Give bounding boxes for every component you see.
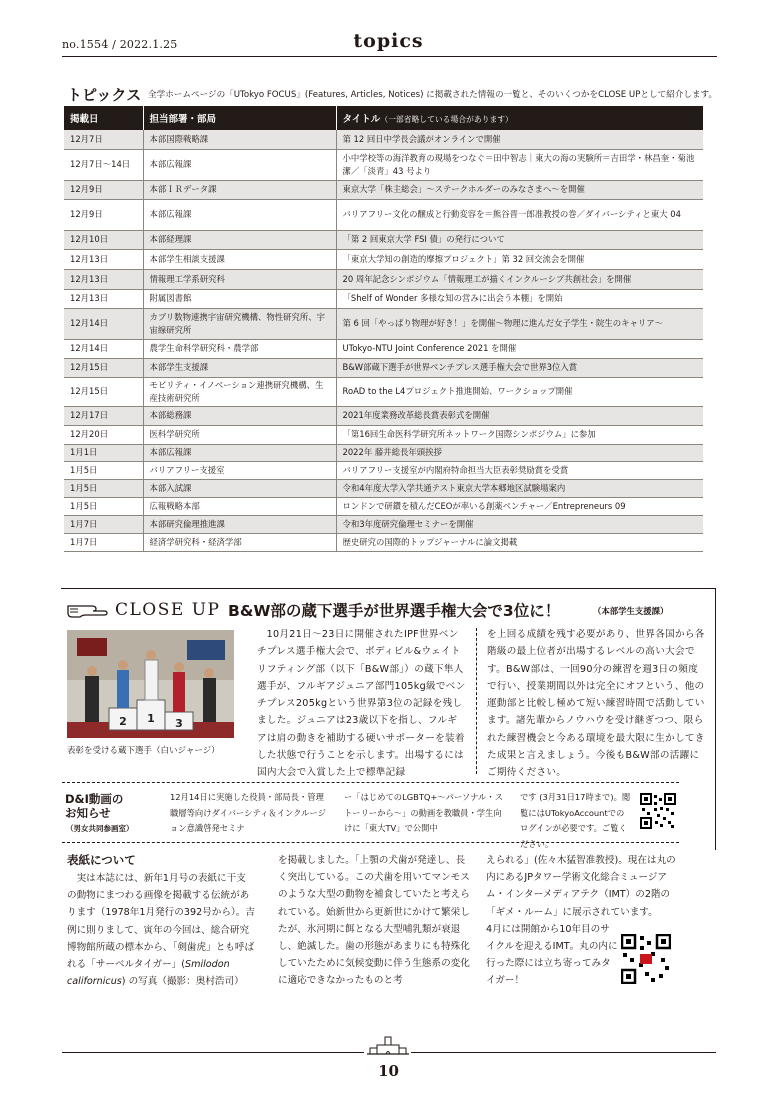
table-row [64, 289, 703, 308]
column-divider [476, 628, 477, 774]
cover-body-1-text: 実は本誌には、新年1月号の表紙に干支の動物にまつわる画像を掲載する伝統があります（1978年1月発行の392号から）。吉例に則りまして、寅年の今回は、総合研究博物館所蔵の標本から、「剣歯虎」とも呼ばれる「サーベルタイガー」( [67, 873, 255, 971]
row-date: 1月7日 [64, 515, 143, 533]
row-title: 「Shelf of Wonder 多様な知の営みに出会う本棚」を開始 [336, 289, 703, 308]
topics-heading: トピックス [67, 86, 142, 104]
row-dept: モビリティ・イノベーション連携研究機構、生産技術研究所 [143, 377, 336, 406]
row-dept: 本部広報課 [143, 444, 336, 461]
di-body-3: です (3月31日17時まで)。閲覧にはUTokyoAccountでのログインが必要です。ご覧ください。 [520, 792, 631, 849]
table-row [64, 497, 703, 515]
row-dept: 医科学研究所 [143, 425, 336, 444]
row-dept: 本部広報課 [143, 199, 336, 230]
row-title: B&W部蔵下選手が世界ベンチプレス選手権大会で世界3位入賞 [336, 358, 703, 377]
topics-table-header [64, 106, 703, 130]
table-row [64, 406, 703, 425]
table-row [64, 339, 703, 358]
row-date: 1月5日 [64, 497, 143, 515]
row-date: 12月14日 [64, 308, 143, 339]
header-title [336, 106, 703, 130]
row-date: 1月5日 [64, 479, 143, 497]
table-row [64, 377, 703, 406]
cover-body-2: を掲載しました。「上顎の犬歯が発達し、長く突出している。この犬歯を用いてマンモスのような大型の動物を補食していたと考えられている。始新世から更新世にかけて繁栄したが、氷河期に餌となる大型哺乳類が衰退し、絶滅した。歯の形態があまりにも特殊化していたために気候変動に伴う生態系の変化に適応できなかったものと考 [278, 855, 470, 987]
table-row [64, 249, 703, 269]
topics-table [64, 106, 704, 552]
row-dept: 広報戦略本部 [143, 497, 336, 515]
row-title: 「東京大学知の創造的摩擦プロジェクト」第 32 回交流会を開催 [336, 249, 703, 269]
row-title: バリアフリー文化の醸成と行動変容を＝熊谷晋一郎准教授の巻／ダイバーシティと東大 04 [336, 199, 703, 230]
row-dept: 本部総務課 [143, 406, 336, 425]
table-row [64, 180, 703, 199]
row-date: 12月13日 [64, 249, 143, 269]
header-title-label: タイトル [342, 114, 381, 125]
di-body-1: 12月14日に実施した役員・部局長・管理職層等向けダイバーシティ＆インクルージョン意識啓発セミナ [170, 792, 326, 833]
cover-body-1 [67, 870, 255, 990]
row-title: 令和4年度大学入学共通テスト東京大学本郷地区試験場案内 [336, 479, 703, 497]
yasuda-auditorium-icon [367, 1036, 409, 1058]
award-photo [67, 630, 234, 738]
row-title: 「第 2 回東京大学 FSI 債」の発行について [336, 230, 703, 249]
closeup-label: CLOSE UP [115, 600, 221, 620]
row-date: 12月10日 [64, 230, 143, 249]
row-date: 12月15日 [64, 358, 143, 377]
section-title: topics [353, 30, 424, 52]
closeup-dept: （本部学生支援課） [593, 606, 669, 616]
podium-first: 1 [147, 712, 155, 725]
dashed-separator-2 [62, 842, 679, 843]
closeup-body-2: を上回る成績を残す必要があり、世界各国から各階級の最上位者が出場するレベルの高い大会です。B&W部は、一回90分の練習を週3日の頻度で行い、授業期間以外は完全にオフという、他の運動部と比較し極めて短い練習時間で活動しています。諸先輩からノウハウを受け継ぎつつ、限られた練習機会と今ある環境を最大限に生かしてきた成果と言えましょう。今後もB&W部の活躍にご期待ください。 [487, 629, 705, 779]
row-title: 2022年 藤井総長年頭挨拶 [336, 444, 703, 461]
di-dept: （男女共同参画室） [66, 824, 134, 833]
row-title: 20 周年記念シンポジウム「情報理工が描くインクルーシブ共創社会」を開催 [336, 269, 703, 289]
row-date: 12月9日 [64, 180, 143, 199]
table-row [64, 479, 703, 497]
row-date: 12月14日 [64, 339, 143, 358]
row-title: UTokyo-NTU Joint Conference 2021 を開催 [336, 339, 703, 358]
row-dept: カブリ数物連携宇宙研究機構、物性研究所、宇宙線研究所 [143, 308, 336, 339]
row-dept: 本部経理課 [143, 230, 336, 249]
qr-code-icon[interactable] [621, 934, 671, 984]
row-dept: 農学生命科学研究科・農学部 [143, 339, 336, 358]
podium-illustration [67, 630, 234, 738]
header-dept: 担当部署・部局 [143, 106, 336, 130]
row-date: 12月7日～14日 [64, 149, 143, 180]
cover-body-1-species: Smilodon californicus [67, 959, 230, 988]
row-dept: 本部ＩＲデータ課 [143, 180, 336, 199]
footer-rule-right [411, 1052, 716, 1053]
table-row [64, 130, 703, 149]
table-row [64, 533, 703, 551]
row-title: 第 6 回「やっぱり物理が好き！」を開催～物理に進んだ女子学生・院生のキャリア～ [336, 308, 703, 339]
row-title: ロンドンで研鑽を積んだCEOが率いる創薬ベンチャー／Entrepreneurs 09 [336, 497, 703, 515]
row-title: 2021年度業務改革総長賞表彰式を開催 [336, 406, 703, 425]
footer-rule-left [62, 1052, 364, 1053]
row-title: バリアフリー支援室が内閣府特命担当大臣表彰奨励賞を受賞 [336, 461, 703, 479]
row-dept: 本部学生支援課 [143, 358, 336, 377]
topics-description: 全学ホームページの「UTokyo FOCUS」(Features, Articles, Notices) に掲載された情報の一覧と、そのいくつかをCLOSE UPとして紹介します。 [148, 90, 718, 100]
cover-body-3a: えられる」(佐々木猛智准教授)。現在は丸の内にあるJPタワー学術文化総合ミュージアム・インターメディアテク（IMT）の2階の「ギメ・ルーム」に展示されています。 [486, 855, 676, 918]
row-dept: 本部学生相談支援課 [143, 249, 336, 269]
row-title: 「第16回生命医科学研究所ネットワーク国際シンポジウム」に参加 [336, 425, 703, 444]
row-title: RoAD to the L4プロジェクト推進開始、ワークショップ開催 [336, 377, 703, 406]
row-date: 1月5日 [64, 461, 143, 479]
row-date: 12月13日 [64, 289, 143, 308]
row-dept: 附属図書館 [143, 289, 336, 308]
table-row [64, 444, 703, 461]
table-row [64, 269, 703, 289]
dashed-separator [62, 782, 679, 783]
header-rule [62, 56, 717, 57]
page-number: 10 [378, 1062, 399, 1080]
table-row [64, 461, 703, 479]
table-row [64, 230, 703, 249]
di-title-line2: お知らせ [65, 806, 111, 820]
row-dept: バリアフリー支援室 [143, 461, 336, 479]
row-date: 12月20日 [64, 425, 143, 444]
row-dept: 本部国際戦略課 [143, 130, 336, 149]
table-row [64, 199, 703, 230]
issue-number: no.1554 / 2022.1.25 [62, 38, 178, 51]
row-dept: 経済学研究科・経済学部 [143, 533, 336, 551]
table-row [64, 425, 703, 444]
row-date: 1月7日 [64, 533, 143, 551]
di-title-line1: D&I動画の [65, 792, 124, 806]
pointing-hand-icon [66, 600, 108, 620]
cover-body-1-end: ) の写真（撮影：奥村浩司） [121, 976, 244, 988]
row-dept: 本部入試課 [143, 479, 336, 497]
row-title: 歴史研究の国際的トップジャーナルに論文掲載 [336, 533, 703, 551]
row-date: 12月9日 [64, 199, 143, 230]
row-dept: 情報理工学系研究科 [143, 269, 336, 289]
qr-code-icon[interactable] [640, 793, 676, 829]
di-body-2: ー「はじめてのLGBTQ+～パーソナル・ストーリーから～」の動画を教職員・学生向けに「東大TV」で公開中 [344, 792, 504, 833]
row-title: 東京大学「株主総会」～ステークホルダーのみなさまへ～を開催 [336, 180, 703, 199]
table-row [64, 308, 703, 339]
row-date: 12月17日 [64, 406, 143, 425]
row-date: 12月15日 [64, 377, 143, 406]
table-row [64, 149, 703, 180]
row-dept: 本部研究倫理推進課 [143, 515, 336, 533]
closeup-top-rule [61, 588, 716, 589]
row-title: 小中学校等の海洋教育の現場をつなぐ＝田中智志｜東大の海の実験所＝吉田学・林昌奎・菊池潔／「淡青」43 号より [336, 149, 703, 180]
table-row [64, 358, 703, 377]
cover-heading: 表紙について [67, 853, 136, 867]
row-dept: 本部広報課 [143, 149, 336, 180]
header-title-note: （一部省略している場合があります） [380, 115, 513, 124]
row-date: 12月13日 [64, 269, 143, 289]
table-row [64, 515, 703, 533]
photo-caption: 表彰を受ける蔵下選手（白いジャージ） [67, 746, 220, 756]
row-title: 第 12 回日中学長会議がオンラインで開催 [336, 130, 703, 149]
closeup-body-1: 10月21日～23日に開催されたIPF世界ベンチプレス選手権大会で、ボディビル&ウェイトリフティング部（以下「B&W部」）の蔵下隼人選手が、フルギアジュニア部門105kg級でベンチプレス205kgという世界第3位の記録を残しました。ジュニアは23歳以下を指し、フルギアは肩の動きを補助する硬いサポーターを装着した状態で行うことを示します。出場するには国内大会で入賞した上で標準記録 [257, 629, 466, 779]
cover-body-3b: 4月には開館から10年目のサイクルを迎えるIMT。丸の内に行った際には立ち寄ってみタイガー！ [486, 923, 618, 987]
di-title [65, 792, 123, 820]
closeup-title: B&W部の蔵下選手が世界選手権大会で3位に！ [228, 602, 561, 620]
closeup-right-rule [715, 588, 716, 850]
header-date: 掲載日 [64, 106, 143, 130]
row-title: 令和3年度研究倫理セミナーを開催 [336, 515, 703, 533]
podium-third: 3 [175, 717, 183, 730]
row-date: 1月1日 [64, 444, 143, 461]
podium-second: 2 [119, 715, 127, 728]
row-date: 12月7日 [64, 130, 143, 149]
